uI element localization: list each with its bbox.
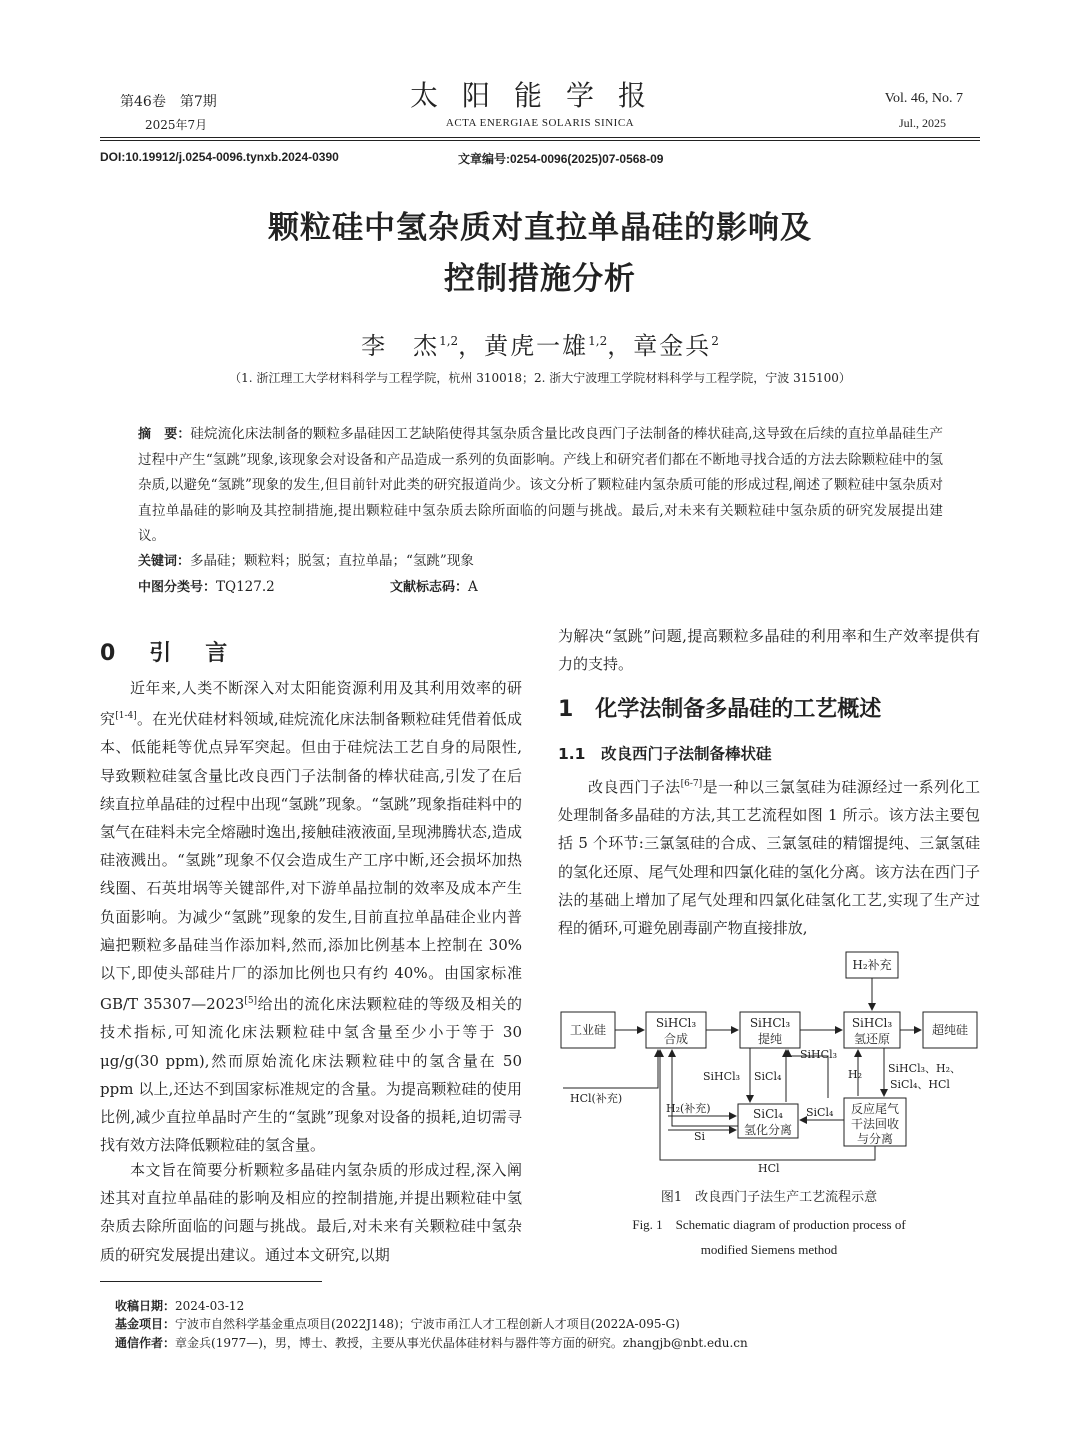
keywords-text: 多晶硅；颗粒料；脱氢；直拉单晶；“氢跳”现象 (190, 553, 474, 569)
date-en: Jul., 2025 (898, 116, 946, 130)
intro-paragraph-1 (100, 674, 522, 1159)
author-3: 章金兵 (633, 332, 712, 360)
figure-caption-en-line2: modified Siemens method (700, 1242, 838, 1257)
edge-label-tail-products-1: SiHCl₃、H₂、 (888, 1062, 961, 1075)
keywords (138, 549, 474, 569)
edge-label-h2-supply2: H₂(补充) (666, 1102, 711, 1115)
author-3-affil: 2 (711, 334, 719, 348)
intro-paragraph-2-continued: 为解决“氢跳”问题,提高颗粒多晶硅的利用率和生产效率提供有力的支持。 (558, 627, 980, 674)
edge-label-hcl-bottom: HCl (758, 1162, 780, 1175)
node-h2-supply-label: H₂补充 (852, 958, 892, 972)
author-list (0, 326, 1080, 361)
author-2: 黄虎一雄 (484, 332, 589, 360)
abstract (138, 422, 943, 550)
node-purify-label-1: SiHCl₃ (749, 1016, 791, 1030)
keywords-label: 关键词： (138, 554, 191, 569)
volume-issue-cn: 第46卷 第7期 (120, 94, 217, 110)
fund-info (115, 1315, 680, 1332)
process-flow-diagram (558, 948, 980, 1178)
edge-label-tail-products-2: SiCl₄、HCl (890, 1078, 950, 1091)
figure-caption-cn: 图1 改良西门子法生产工艺流程示意 (660, 1190, 878, 1205)
edge-label-sicl4-mid: SiCl₄ (754, 1070, 782, 1083)
doc-code-label: 文献标志码： (390, 580, 469, 595)
node-hydro-label-2: 氢化分离 (743, 1123, 793, 1137)
date-cn: 2025年7月 (145, 118, 208, 132)
fund-value: 宁波市自然科学基金重点项目(2022J148)；宁波市甬江人才工程创新人才项目(2022A-095-G) (175, 1317, 680, 1331)
classification (138, 576, 478, 595)
citation[interactable]: [5] (244, 996, 258, 1007)
node-tail-label-1: 反应尾气 (850, 1102, 900, 1116)
intro-p1-text-b: 。在光伏硅材料领域,硅烷流化床法制备颗粒硅凭借着低成本、低能耗等优点异军突起。但由于硅烷法工艺自身的局限性,导致颗粒硅氢含量比改良西门子法制备的棒状硅高,引发了在后续直拉单晶硅的过程中出现“氢跳”现象。“氢跳”现象指硅料中的氢气在硅料未完全熔融时逸出,接触硅液液面,呈现沸腾状态,造成硅液溅出。“氢跳”现象不仅会造成生产工序中断,还会损坏加热线圈、石英坩埚等关键部件,对下游单晶拉制的效率及成本产生负面影响。为减少“氢跳”现象的发生,目前直拉单晶硅企业内普遍把颗粒多晶硅当作添加料,然而,添加比例基本上控制在 30% 以下,即使头部硅片厂的添加比例也只有约 40%。由国家标准 GB/T 35307—2023 (100, 710, 522, 1014)
received-value: 2024-03-12 (175, 1299, 245, 1313)
section-heading-1: 1 化学法制备多晶硅的工艺概述 (558, 697, 882, 722)
journal-title-en: ACTA ENERGIAE SOLARIS SINICA (445, 117, 635, 129)
footnote-rule (100, 1281, 322, 1282)
paper-title-line1: 颗粒硅中氢杂质对直拉单晶硅的影响及 (268, 210, 812, 246)
abstract-text: 硅烷流化床法制备的颗粒多晶硅因工艺缺陷使得其氢杂质含量比改良西门子法制备的棒状硅高,这导致在后续的直拉单晶硅生产过程中产生“氢跳”现象,该现象会对设备和产品造成一系列的负面影响。产线上和研究者们都在不断地寻找合适的方法去除颗粒硅中的氢杂质,以避免“氢跳”现象的发生,但目前针对此类的研究报道尚少。该文分析了颗粒硅内氢杂质可能的形成过程,阐述了颗粒硅中氢杂质对直拉单晶硅的影响及其控制措施,提出颗粒硅中氢杂质去除所面临的问题与挑战。最后,对未来有关颗粒硅中氢杂质的研究发展提出建议。 (138, 426, 943, 545)
sec11-text-a: 改良西门子法 (588, 778, 681, 796)
node-reduce-label-2: 氢还原 (853, 1032, 891, 1046)
sec11-text-b: 是一种以三氯氢硅为硅源经过一系列化工处理制备多晶硅的方法,其工艺流程如图 1 所示。该方法主要包括 5 个环节:三氯氢硅的合成、三氯氢硅的精馏提纯、三氯氢硅的氢化还原、尾气处理和四氯化硅的氢化分离。该方法在西门子法的基础上增加了尾气处理和四氯化硅氢化工艺,实现了生产过程的循环,可避免剧毒副产物直接排放, (558, 778, 980, 938)
header-rule-top (100, 137, 980, 138)
author-2-affil: 1,2 (588, 334, 608, 348)
citation[interactable]: [1-4] (115, 711, 137, 722)
node-purify-label-2: 提纯 (757, 1032, 783, 1046)
edge-label-h2-mid: H₂ (848, 1068, 863, 1081)
paper-title-line2: 控制措施分析 (444, 261, 636, 297)
clc-label: 中图分类号： (138, 580, 217, 595)
corr-value: 章金兵(1977—)，男，博士、教授，主要从事光伏晶体硅材料与器件等方面的研究。zhangjb@nbt.edu.cn (175, 1336, 748, 1350)
edge-label-hcl-supply: HCl(补充) (570, 1092, 623, 1105)
received-date (115, 1297, 244, 1314)
intro-paragraph-2: 本文旨在简要分析颗粒多晶硅内氢杂质的形成过程,深入阐述其对直拉单晶硅的影响及相应的控制措施,并提出颗粒硅中氢杂质去除所面临的问题与挑战。最后,对未来有关颗粒硅中氢杂质的研究发展提出建议。通过本文研究,以期 (100, 1161, 522, 1264)
doi: DOI:10.19912/j.0254-0096.tynxb.2024-0390 (100, 150, 339, 164)
section-1-1-paragraph (558, 770, 980, 942)
journal-title-cn: 太阳能学报 (409, 79, 670, 112)
node-reduce-label-1: SiHCl₃ (851, 1016, 893, 1030)
subsection-heading-1-1: 1.1 改良西门子法制备棒状硅 (558, 745, 772, 763)
node-tail-label-3: 与分离 (856, 1132, 894, 1146)
intro-p1-text-a: 近年来,人类不断深入对太阳能资源利用及其利用效率的研究 (100, 679, 522, 729)
node-industrial-si-label: 工业硅 (569, 1023, 607, 1037)
intro-p1-text-c: 给出的流化床法颗粒硅的等级及相关的技术指标,可知流化床法颗粒硅中氢含量至少小于等于 30 μg/g(30 ppm),然而原始流化床法颗粒硅中的氢含量在 50 ppm 以上,还达不到国家标准规定的含量。为提高颗粒硅的使用比例,减少直拉单晶时产生的“氢跳”现象对设备的损耗,迫切需寻找有效方法降低颗粒硅的氢含量。 (100, 995, 522, 1155)
author-1-affil: 1,2 (439, 334, 459, 348)
citation[interactable]: [6-7] (680, 779, 703, 789)
article-number: 文章编号:0254-0096(2025)07-0568-09 (458, 152, 664, 166)
volume-issue-en: Vol. 46, No. 7 (884, 91, 963, 106)
node-hydro-label-1: SiCl₄ (753, 1107, 783, 1121)
author-1: 李 杰 (361, 332, 440, 360)
fund-label: 基金项目： (115, 1317, 176, 1331)
edge-label-sihcl3-back: SiHCl₃ (800, 1048, 837, 1061)
edge-label-si: Si (694, 1130, 706, 1143)
node-synthesis-label-1: SiHCl₃ (655, 1016, 697, 1030)
corresponding-author (115, 1334, 748, 1351)
figure-caption-en-line1: Fig. 1 Schematic diagram of production process of (632, 1217, 906, 1232)
header-rule-bottom (100, 140, 980, 141)
author-sep: ， (607, 332, 634, 360)
edge-label-sihcl3-left: SiHCl₃ (703, 1070, 740, 1083)
clc-code: TQ127.2 (216, 579, 275, 595)
node-ultrapure-label: 超纯硅 (931, 1023, 969, 1037)
section-heading-intro: 0 引 言 (100, 641, 234, 666)
received-label: 收稿日期： (115, 1299, 176, 1313)
corr-label: 通信作者： (115, 1336, 176, 1350)
affiliations: （1. 浙江理工大学材料科学与工程学院，杭州 310018；2. 浙大宁波理工学院材料科学与工程学院，宁波 315100） (229, 371, 851, 385)
node-synthesis-label-2: 合成 (663, 1032, 689, 1046)
author-sep: ， (458, 332, 485, 360)
doc-code: A (468, 579, 478, 595)
edge-label-sicl4-right: SiCl₄ (806, 1106, 834, 1119)
abstract-label: 摘 要： (138, 427, 191, 442)
node-tail-label-2: 干法回收 (850, 1117, 900, 1131)
